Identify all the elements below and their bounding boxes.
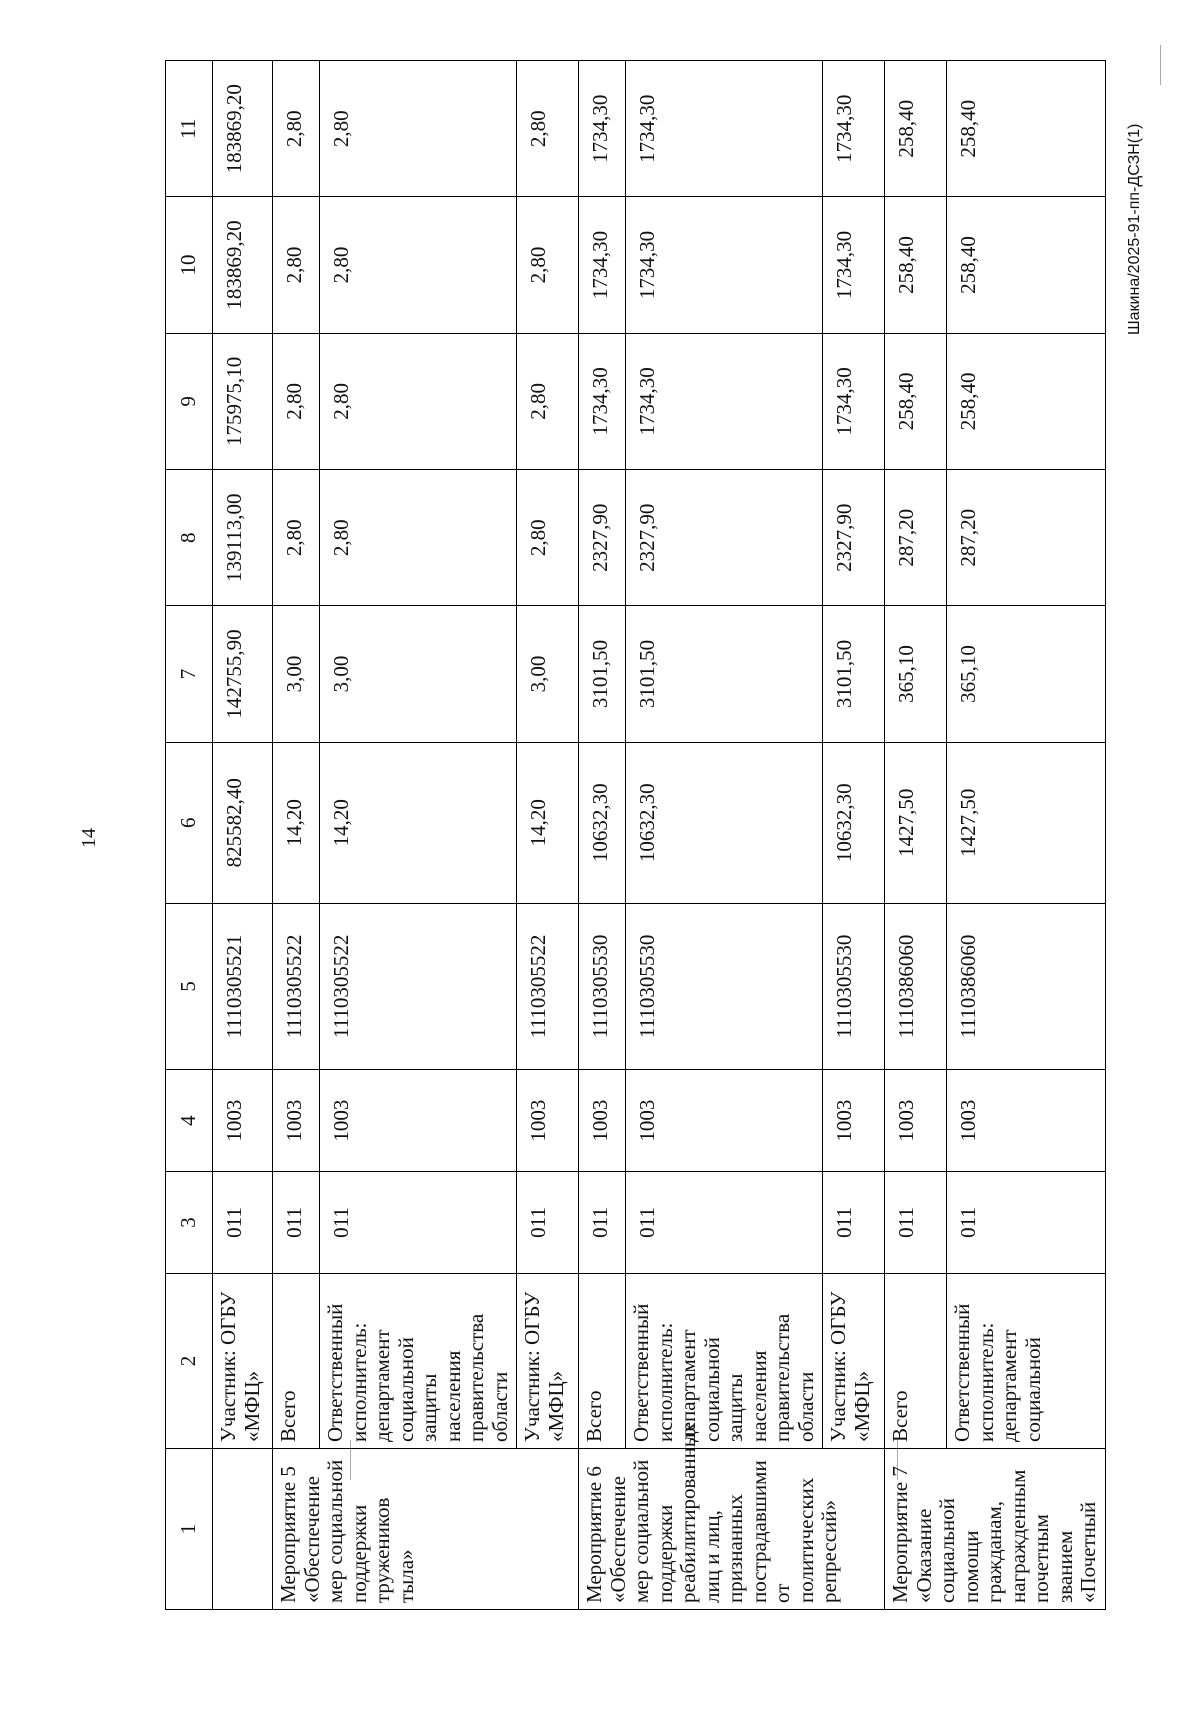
header-row — [166, 61, 213, 1610]
table-row — [823, 61, 885, 1610]
value-cell: 1734,30 — [626, 61, 823, 197]
value-cell: 258,40 — [947, 197, 1106, 333]
executor-cell: Участник: ОГБУ «МФЦ» — [517, 1274, 579, 1449]
executor-cell: Ответственный исполнитель: департамент социальной защиты населения правительства области — [320, 1274, 517, 1449]
col-header: 2 — [166, 1274, 213, 1449]
value-cell: 175975,10 — [213, 333, 273, 469]
col-header: 5 — [166, 903, 213, 1069]
value-cell: 287,20 — [885, 470, 947, 606]
grbs-code-cell: 011 — [213, 1172, 273, 1274]
value-cell: 10632,30 — [626, 742, 823, 903]
value-cell: 258,40 — [885, 61, 947, 197]
section-code-cell: 1003 — [947, 1070, 1106, 1172]
value-cell: 1427,50 — [947, 742, 1106, 903]
col-header: 6 — [166, 742, 213, 903]
value-cell: 1734,30 — [579, 197, 626, 333]
value-cell: 2327,90 — [579, 470, 626, 606]
value-cell: 1734,30 — [626, 333, 823, 469]
value-cell: 2,80 — [320, 470, 517, 606]
executor-cell: Ответственный исполнитель: департамент социальной — [947, 1274, 1106, 1449]
value-cell: 2,80 — [320, 197, 517, 333]
table-row — [947, 61, 1106, 1610]
executor-cell: Всего — [579, 1274, 626, 1449]
target-code-cell: 1110305530 — [823, 903, 885, 1069]
value-cell: 142755,90 — [213, 606, 273, 742]
target-code-cell: 1110305521 — [213, 903, 273, 1069]
target-code-cell: 1110305522 — [517, 903, 579, 1069]
grbs-code-cell: 011 — [885, 1172, 947, 1274]
executor-cell: Всего — [885, 1274, 947, 1449]
grbs-code-cell: 011 — [320, 1172, 517, 1274]
table-row — [213, 61, 273, 1610]
value-cell: 3,00 — [517, 606, 579, 742]
table-row — [273, 61, 320, 1610]
activity-cell: Мероприятие 6 «Обеспечение мер социальной поддержки реабилитированных лиц и лиц, признанных пострадавшими от политических репрессий» — [579, 1448, 885, 1609]
section-code-cell: 1003 — [579, 1070, 626, 1172]
target-code-cell: 1110386060 — [885, 903, 947, 1069]
value-cell: 2,80 — [273, 333, 320, 469]
grbs-code-cell: 011 — [947, 1172, 1106, 1274]
value-cell: 10632,30 — [579, 742, 626, 903]
executor-cell: Участник: ОГБУ «МФЦ» — [213, 1274, 273, 1449]
target-code-cell: 1110305522 — [273, 903, 320, 1069]
value-cell: 365,10 — [947, 606, 1106, 742]
value-cell: 258,40 — [947, 61, 1106, 197]
section-code-cell: 1003 — [320, 1070, 517, 1172]
col-header: 7 — [166, 606, 213, 742]
value-cell: 14,20 — [320, 742, 517, 903]
table-row — [517, 61, 579, 1610]
value-cell: 1734,30 — [579, 61, 626, 197]
col-header: 4 — [166, 1070, 213, 1172]
grbs-code-cell: 011 — [273, 1172, 320, 1274]
value-cell: 825582,40 — [213, 742, 273, 903]
col-header: 10 — [166, 197, 213, 333]
budget-table — [165, 60, 1106, 1610]
value-cell: 3101,50 — [823, 606, 885, 742]
table-row — [579, 61, 626, 1610]
value-cell: 3,00 — [320, 606, 517, 742]
value-cell: 2,80 — [273, 61, 320, 197]
grbs-code-cell: 011 — [579, 1172, 626, 1274]
value-cell: 3101,50 — [579, 606, 626, 742]
table-row — [885, 61, 947, 1610]
scan-mark — [1160, 45, 1161, 85]
value-cell: 183869,20 — [213, 197, 273, 333]
value-cell: 365,10 — [885, 606, 947, 742]
activity-cell: Мероприятие 7 «Оказание социальной помощи гражданам, награжденным почетным званием «Почетный — [885, 1448, 1106, 1609]
col-header: 9 — [166, 333, 213, 469]
value-cell: 3,00 — [273, 606, 320, 742]
activity-cell: Мероприятие 5 «Обеспечение мер социальной поддержки тружеников тыла» — [273, 1448, 579, 1609]
col-header: 11 — [166, 61, 213, 197]
target-code-cell: 1110386060 — [947, 903, 1106, 1069]
value-cell: 1734,30 — [823, 61, 885, 197]
grbs-code-cell: 011 — [823, 1172, 885, 1274]
target-code-cell: 1110305530 — [626, 903, 823, 1069]
section-code-cell: 1003 — [517, 1070, 579, 1172]
value-cell: 2327,90 — [823, 470, 885, 606]
table-row — [320, 61, 517, 1610]
budget-table-rotated — [165, 60, 1101, 1610]
target-code-cell: 1110305522 — [320, 903, 517, 1069]
value-cell: 139113,00 — [213, 470, 273, 606]
value-cell: 1427,50 — [885, 742, 947, 903]
value-cell: 14,20 — [517, 742, 579, 903]
section-code-cell: 1003 — [885, 1070, 947, 1172]
value-cell: 2,80 — [517, 333, 579, 469]
section-code-cell: 1003 — [273, 1070, 320, 1172]
table-row — [626, 61, 823, 1610]
value-cell: 2,80 — [517, 197, 579, 333]
page-number: 14 — [78, 828, 100, 848]
target-code-cell: 1110305530 — [579, 903, 626, 1069]
executor-cell: Всего — [273, 1274, 320, 1449]
executor-cell: Участник: ОГБУ «МФЦ» — [823, 1274, 885, 1449]
col-header: 3 — [166, 1172, 213, 1274]
value-cell: 258,40 — [885, 333, 947, 469]
value-cell: 1734,30 — [579, 333, 626, 469]
value-cell: 2,80 — [273, 470, 320, 606]
value-cell: 2,80 — [320, 61, 517, 197]
value-cell: 2,80 — [273, 197, 320, 333]
value-cell: 2,80 — [320, 333, 517, 469]
value-cell: 14,20 — [273, 742, 320, 903]
value-cell: 2327,90 — [626, 470, 823, 606]
grbs-code-cell: 011 — [626, 1172, 823, 1274]
value-cell: 1734,30 — [626, 197, 823, 333]
section-code-cell: 1003 — [626, 1070, 823, 1172]
executor-cell: Ответственный исполнитель: департамент социальной защиты населения правительства области — [626, 1274, 823, 1449]
activity-cell — [213, 1448, 273, 1609]
value-cell: 10632,30 — [823, 742, 885, 903]
value-cell: 2,80 — [517, 61, 579, 197]
value-cell: 258,40 — [947, 333, 1106, 469]
value-cell: 3101,50 — [626, 606, 823, 742]
document-footer-code: Шакина/2025-91-пп-ДСЗН(1) — [1126, 123, 1143, 335]
value-cell: 1734,30 — [823, 333, 885, 469]
section-code-cell: 1003 — [213, 1070, 273, 1172]
grbs-code-cell: 011 — [517, 1172, 579, 1274]
value-cell: 258,40 — [885, 197, 947, 333]
section-code-cell: 1003 — [823, 1070, 885, 1172]
value-cell: 287,20 — [947, 470, 1106, 606]
value-cell: 2,80 — [517, 470, 579, 606]
col-header: 8 — [166, 470, 213, 606]
value-cell: 183869,20 — [213, 61, 273, 197]
col-header: 1 — [166, 1448, 213, 1609]
value-cell: 1734,30 — [823, 197, 885, 333]
